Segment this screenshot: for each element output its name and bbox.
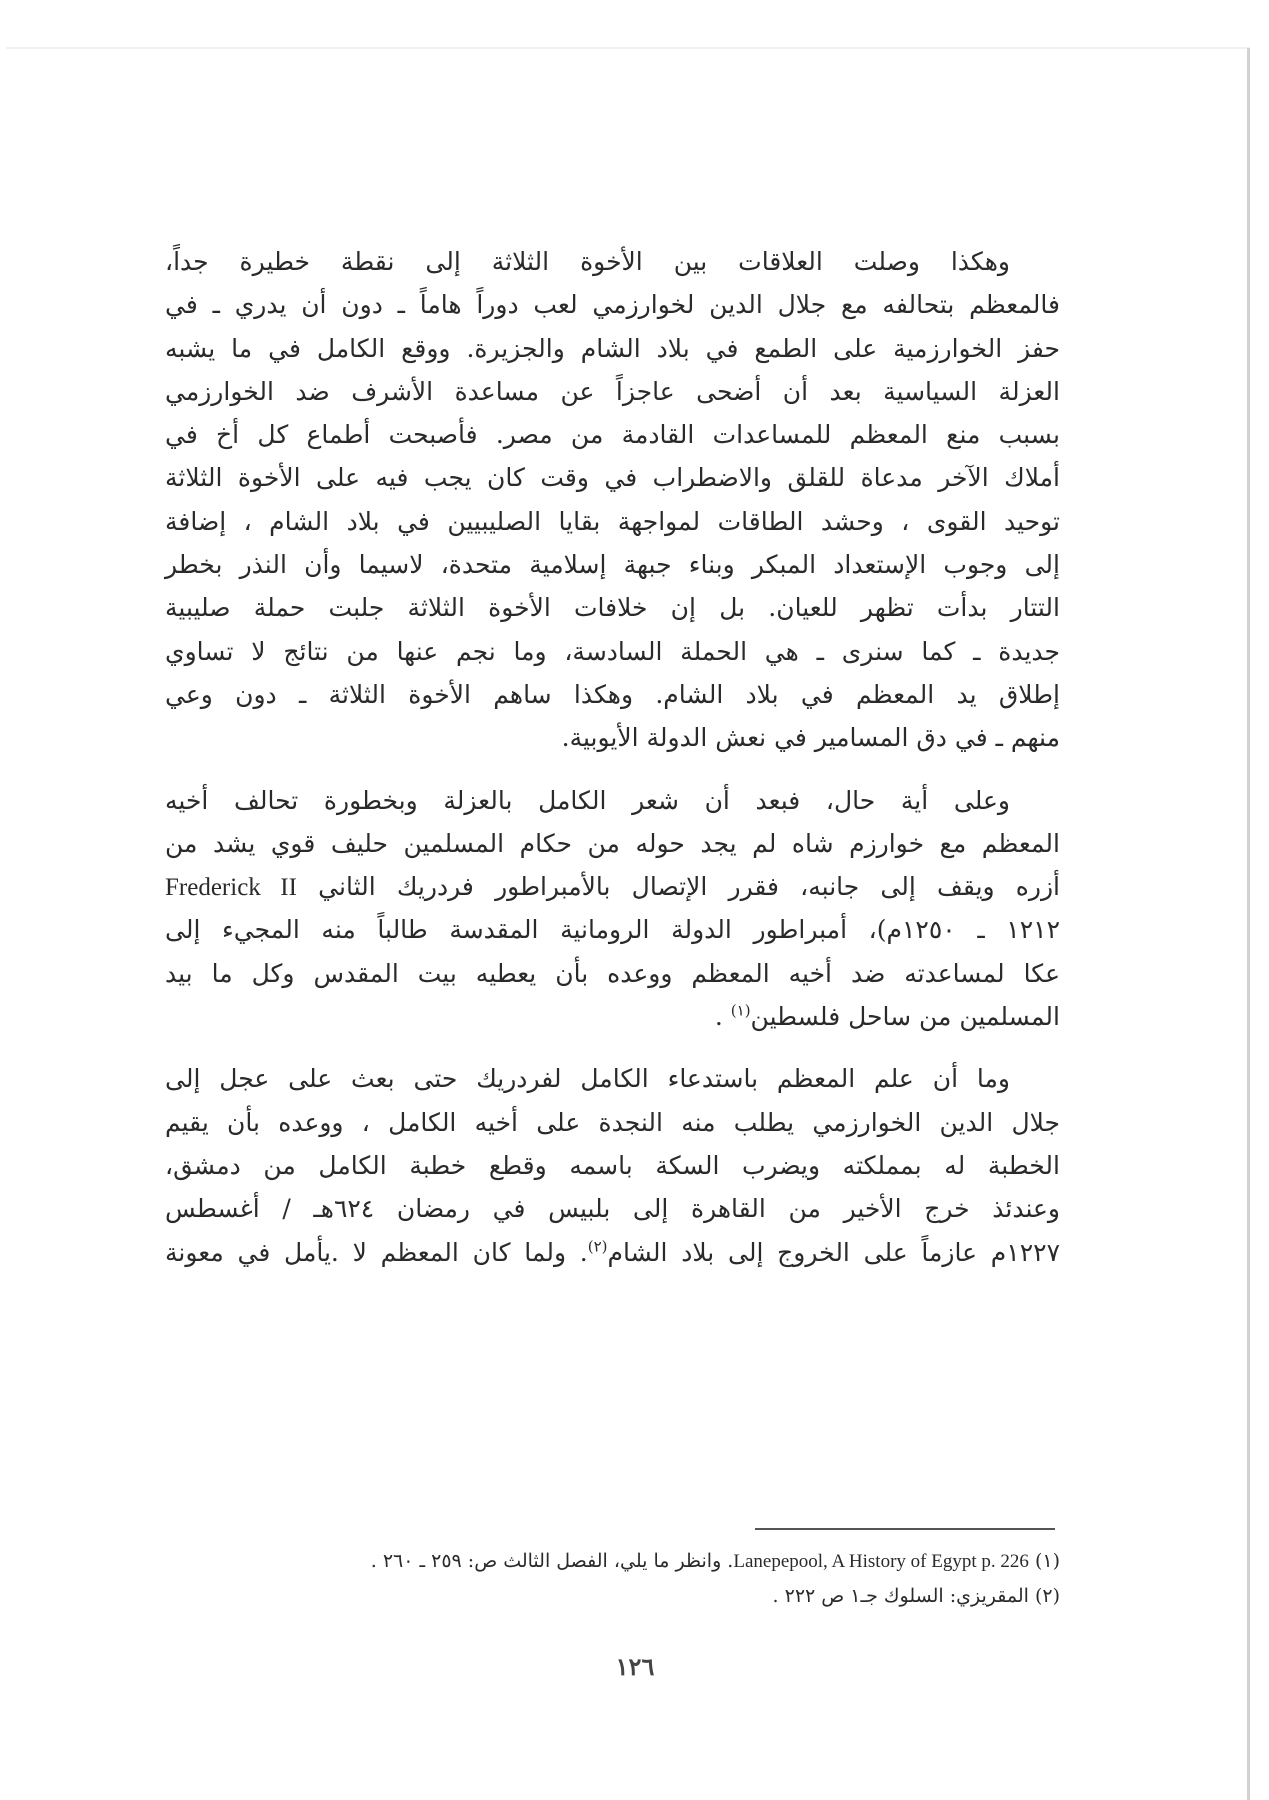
text-line: بسبب منع المعظم للمساعدات القادمة من مصر. فأصبحت أطماع كل أخ في	[165, 420, 1060, 450]
page-body	[165, 240, 1060, 1274]
line-text: ١٢٢٧م عازماً على الخروج إلى بلاد الشام	[607, 1237, 1060, 1267]
text-line: ١٢١٢ ـ ١٢٥٠م)، أمبراطور الدولة الرومانية المقدسة طالباً منه المجيء إلى	[165, 915, 1061, 945]
text-line	[165, 1231, 1060, 1274]
page-number: ١٢٦	[615, 1652, 655, 1681]
footnote-latin: Lanepepool, A History of Egypt p. 226	[733, 1551, 1029, 1572]
footnote-marker: (١)	[1034, 1550, 1060, 1572]
footnote-marker: (٢)	[1034, 1585, 1060, 1607]
footnote-separator	[755, 1528, 1055, 1530]
text-line: جلال الدين الخوارزمي يطلب منه النجدة على أخيه الكامل ، ووعده بأن يقيم	[165, 1107, 1060, 1137]
line-text: المسلمين من ساحل فلسطين	[750, 1002, 1060, 1032]
punct: .	[714, 1002, 731, 1032]
footnote-1	[165, 1544, 1060, 1579]
text-line: الخطبة له بمملكته ويضرب السكة باسمه وقطع خطبة الكامل من دمشق،	[165, 1150, 1060, 1180]
text-line: وعلى أية حال، فبعد أن شعر الكامل بالعزلة وبخطورة تحالف أخيه	[165, 785, 1010, 815]
text-line: توحيد القوى ، وحشد الطاقات لمواجهة بقايا الصليبيين في بلاد الشام ، إضافة	[165, 506, 1060, 536]
footnote-ref-1[interactable]: (١)	[730, 1001, 751, 1020]
latin-name: Frederick II	[165, 874, 297, 902]
line-text: أزره ويقف إلى جانبه، فقرر الإتصال بالأمبراطور فردريك الثاني	[318, 872, 1060, 902]
text-line: فالمعظم بتحالفه مع جلال الدين لخوارزمي لعب دوراً هاماً ـ دون أن يدري ـ في	[165, 290, 1060, 320]
paragraph-1	[165, 240, 1060, 760]
paragraph-2	[165, 779, 1060, 1039]
text-line: حفز الخوارزمية على الطمع في بلاد الشام والجزيرة. ووقع الكامل في ما يشبه	[165, 333, 1060, 363]
text-line: عكا لمساعدته ضد أخيه المعظم ووعده بأن يعطيه بيت المقدس وكل ما بيد	[165, 958, 1060, 988]
text-line: العزلة السياسية بعد أن أضحى عاجزاً عن مساعدة الأشرف ضد الخوارزمي	[165, 376, 1060, 406]
page-top-edge	[6, 47, 1250, 49]
text-line: إلى وجوب الإستعداد المبكر وبناء جبهة إسلامية متحدة، لاسيما وأن النذر بخطر	[165, 550, 1060, 580]
footnote-ref-2[interactable]: (٢)	[587, 1237, 608, 1256]
text-line	[165, 995, 1060, 1038]
footnote-text: المقريزي: السلوك جـ١ ص ٢٢٢ .	[772, 1585, 1029, 1607]
page-binding-edge	[1247, 48, 1250, 1800]
text-line: المعظم مع خوارزم شاه لم يجد حوله من حكام المسلمين حليف قوي يشد من	[165, 828, 1060, 858]
text-line: إطلاق يد المعظم في بلاد الشام. وهكذا ساهم الأخوة الثلاثة ـ دون وعي	[165, 679, 1060, 709]
text-line: وما أن علم المعظم باستدعاء الكامل لفردريك حتى بعث على عجل إلى	[165, 1064, 1010, 1094]
punct: .	[566, 1237, 588, 1267]
footnote-text: . وانظر ما يلي، الفصل الثالث ص: ٢٥٩ ـ ٢٦٠ .	[370, 1550, 734, 1572]
text-line: وهكذا وصلت العلاقات بين الأخوة الثلاثة إلى نقطة خطيرة جداً،	[165, 247, 1010, 276]
footnote-2	[165, 1579, 1060, 1613]
text-line: وعندئذ خرج الأخير من القاهرة إلى بلبيس في رمضان ٦٢٤هـ / أغسطس	[165, 1194, 1061, 1224]
text-line: أملاك الآخر مدعاة للقلق والاضطراب في وقت كان يجب فيه على الأخوة الثلاثة	[165, 463, 1060, 493]
line-text: ولما كان المعظم لا .يأمل في معونة	[165, 1237, 567, 1267]
text-line: التتار بدأت تظهر للعيان. بل إن خلافات الأخوة الثلاثة جلبت حملة صليبية	[165, 593, 1060, 623]
paragraph-3	[165, 1057, 1060, 1273]
text-line	[165, 865, 1060, 908]
text-line: جديدة ـ كما سنرى ـ هي الحملة السادسة، وما نجم عنها من نتائج لا تساوي	[165, 636, 1060, 666]
footnotes	[165, 1544, 1060, 1613]
text-line: منهم ـ في دق المسامير في نعش الدولة الأيوبية.	[561, 723, 1060, 753]
